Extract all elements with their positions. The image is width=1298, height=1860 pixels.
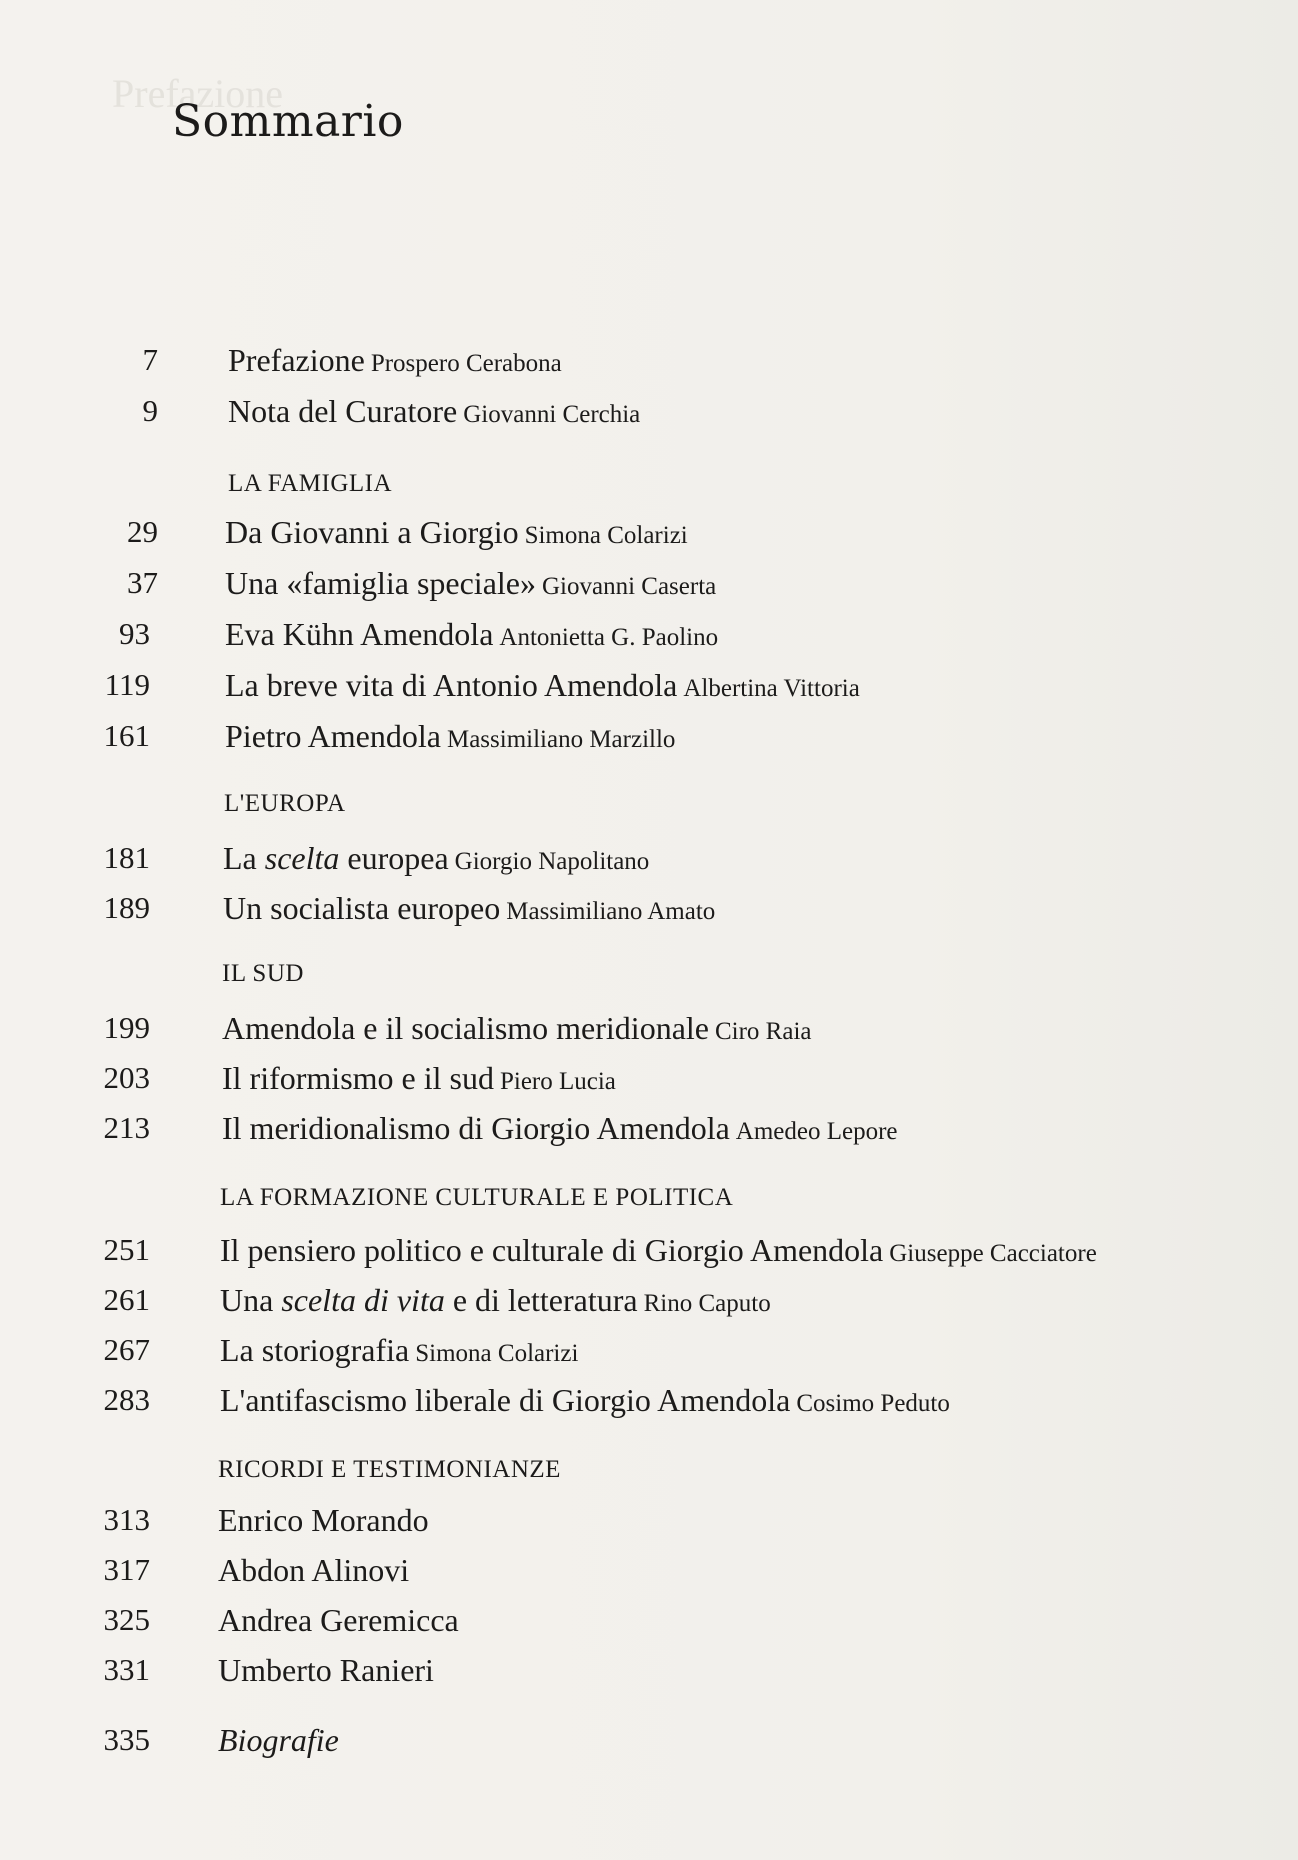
chapter-title: Andrea Geremicca xyxy=(218,1602,459,1638)
section-heading: LA FORMAZIONE CULTURALE E POLITICA xyxy=(220,1184,734,1211)
chapter-title-part: e di letteratura xyxy=(444,1282,638,1318)
page-title: Sommario xyxy=(172,96,404,147)
toc-entry-text xyxy=(223,890,715,927)
toc-entry-text xyxy=(220,1232,1097,1269)
page-number: 313 xyxy=(103,1502,150,1537)
chapter-author: Rino Caputo xyxy=(643,1290,771,1317)
page-number: 283 xyxy=(103,1382,150,1417)
toc-entry-text xyxy=(220,1282,771,1319)
page-number: 181 xyxy=(103,840,150,875)
chapter-title: L'antifascismo liberale di Giorgio Amendola xyxy=(220,1382,791,1418)
toc-entry-text xyxy=(222,1060,616,1097)
chapter-title: Prefazione xyxy=(228,342,365,378)
chapter-title: Una «famiglia speciale» xyxy=(225,565,536,601)
chapter-author: Prospero Cerabona xyxy=(370,350,562,377)
toc-entry-text xyxy=(222,1010,812,1047)
chapter-author: Cosimo Peduto xyxy=(796,1390,950,1417)
chapter-title: Abdon Alinovi xyxy=(218,1552,410,1588)
toc-entry-text xyxy=(220,1382,950,1419)
toc-entry-text xyxy=(228,393,640,430)
toc-entry-text xyxy=(218,1552,409,1589)
page-number: 29 xyxy=(127,514,158,549)
chapter-title xyxy=(218,1722,339,1758)
page-number: 37 xyxy=(127,565,158,600)
chapter-author: Giuseppe Cacciatore xyxy=(889,1240,1097,1267)
toc-entry-text xyxy=(225,514,688,551)
toc-entry-text xyxy=(218,1502,429,1539)
chapter-title-part: La xyxy=(223,840,265,876)
chapter-title: Eva Kühn Amendola xyxy=(225,616,494,652)
chapter-title xyxy=(223,840,449,876)
toc-entry-text xyxy=(225,565,716,602)
toc-entry-text xyxy=(225,616,718,653)
chapter-author: Giorgio Napolitano xyxy=(454,848,650,875)
toc-entry-text xyxy=(225,667,860,704)
chapter-title: Il riformismo e il sud xyxy=(222,1060,494,1096)
page-number: 317 xyxy=(103,1552,150,1587)
page-number: 261 xyxy=(103,1282,150,1317)
page-number: 203 xyxy=(103,1060,150,1095)
chapter-title-italic: scelta di vita xyxy=(281,1282,445,1318)
show-through-text: Prefazione xyxy=(112,71,284,116)
page-number: 331 xyxy=(103,1652,150,1687)
page-number: 161 xyxy=(103,718,150,753)
chapter-author: Antonietta G. Paolino xyxy=(499,624,719,651)
chapter-author: Giovanni Cerchia xyxy=(463,401,641,428)
toc-entry-text xyxy=(225,718,675,755)
chapter-author: Simona Colarizi xyxy=(415,1340,579,1367)
section-heading: RICORDI E TESTIMONIANZE xyxy=(218,1456,561,1483)
toc-entry-text xyxy=(220,1332,578,1369)
chapter-title: Il pensiero politico e culturale di Giorgio Amendola xyxy=(220,1232,884,1268)
chapter-author: Ciro Raia xyxy=(714,1018,812,1045)
toc-entry-text xyxy=(218,1652,434,1689)
chapter-title-part: Una xyxy=(220,1282,282,1318)
page-number: 119 xyxy=(104,667,150,702)
chapter-title: La breve vita di Antonio Amendola xyxy=(225,667,678,703)
chapter-title-part: europea xyxy=(339,840,449,876)
chapter-title xyxy=(220,1282,638,1318)
chapter-title: Un socialista europeo xyxy=(223,890,501,926)
chapter-author: Piero Lucia xyxy=(499,1068,616,1095)
page-number: 251 xyxy=(103,1232,150,1267)
chapter-title: Amendola e il socialismo meridionale xyxy=(222,1010,709,1046)
chapter-author: Giovanni Caserta xyxy=(541,573,717,600)
page-number: 325 xyxy=(103,1602,150,1637)
chapter-author: Simona Colarizi xyxy=(524,522,688,549)
toc-entry-text xyxy=(218,1722,339,1759)
toc-entry-text xyxy=(223,840,649,877)
section-heading: L'EUROPA xyxy=(224,790,346,817)
toc-entry-text xyxy=(218,1602,459,1639)
chapter-author: Amedeo Lepore xyxy=(735,1118,898,1145)
chapter-title: Nota del Curatore xyxy=(228,393,458,429)
page-number: 9 xyxy=(142,393,158,428)
chapter-title: Enrico Morando xyxy=(218,1502,429,1538)
page-number: 7 xyxy=(142,342,158,377)
section-heading: LA FAMIGLIA xyxy=(228,470,393,497)
page-number: 189 xyxy=(103,890,150,925)
chapter-title: La storiografia xyxy=(220,1332,410,1368)
chapter-author: Massimiliano Amato xyxy=(506,898,716,925)
page-number: 335 xyxy=(103,1722,150,1757)
toc-entry-text xyxy=(228,342,562,379)
toc-entry-text xyxy=(222,1110,898,1147)
chapter-title: Da Giovanni a Giorgio xyxy=(225,514,519,550)
page-number: 93 xyxy=(119,616,150,651)
page-number: 199 xyxy=(103,1010,150,1045)
page-number: 267 xyxy=(103,1332,150,1367)
chapter-author: Massimiliano Marzillo xyxy=(446,726,676,753)
chapter-title-italic: scelta xyxy=(264,840,340,876)
chapter-title: Il meridionalismo di Giorgio Amendola xyxy=(222,1110,730,1146)
section-heading: IL SUD xyxy=(222,960,304,987)
chapter-author: Albertina Vittoria xyxy=(683,675,860,702)
page-number: 213 xyxy=(103,1110,150,1145)
chapter-title: Umberto Ranieri xyxy=(218,1652,434,1688)
chapter-title: Pietro Amendola xyxy=(225,718,441,754)
chapter-title-italic: Biografie xyxy=(218,1722,339,1758)
